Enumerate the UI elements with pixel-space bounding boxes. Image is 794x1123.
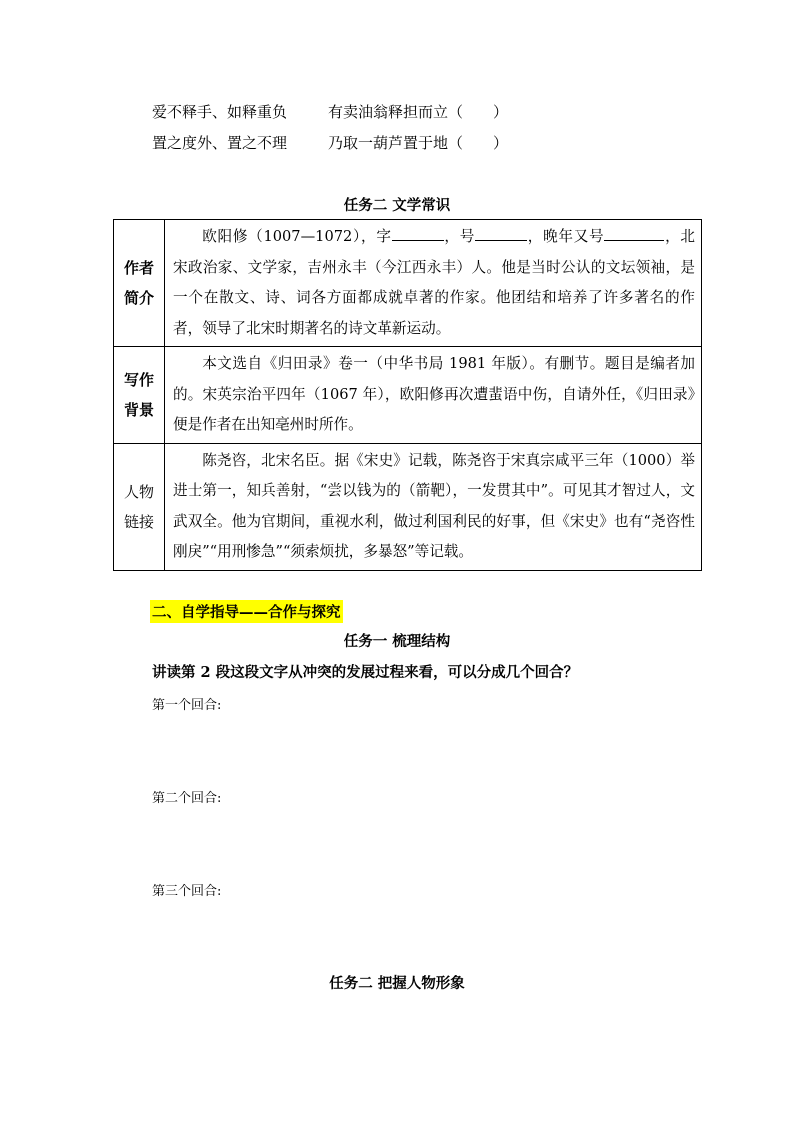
author-label bbox=[114, 220, 165, 347]
author-label-line2: 简介 bbox=[123, 289, 154, 307]
matching-row-2-left: 置之度外、置之不理 bbox=[152, 134, 288, 152]
task1-structure-title: 任务一 梳理结构 bbox=[343, 633, 451, 650]
pen-name-blank[interactable] bbox=[475, 225, 527, 241]
person-label bbox=[114, 443, 165, 570]
matching-row-1-right: 有卖油翁释担而立（ ） bbox=[328, 103, 509, 121]
background-label-line2: 背景 bbox=[123, 400, 154, 419]
table-row-author bbox=[114, 220, 702, 347]
person-label-line1: 人物 bbox=[123, 482, 154, 501]
section2-title: 二、自学指导——合作与探究 bbox=[150, 600, 343, 623]
table-row-person bbox=[114, 443, 702, 570]
matching-row-1-left: 爱不释手、如释重负 bbox=[152, 103, 288, 121]
background-label-line1: 写作 bbox=[123, 370, 154, 389]
round-3-label: 第三个回合: bbox=[152, 884, 222, 899]
author-label-line1: 作者 bbox=[123, 259, 154, 277]
late-pen-name-blank[interactable] bbox=[604, 225, 664, 241]
style-name-blank[interactable] bbox=[392, 225, 444, 241]
task2-literature-title: 任务二 文学常识 bbox=[343, 197, 451, 214]
literature-table bbox=[113, 219, 702, 571]
author-text-b: ，号 bbox=[443, 228, 476, 245]
author-text-a: 欧阳修（1007—1072），字 bbox=[202, 228, 392, 245]
author-text-d: ，北宋政治家、文学家，吉州永丰（今江西永丰）人。他是当时公认的文坛领袖，是一个在散文、诗、词各方面都成就卓著的作家。他团结和培养了许多著名的作者，领导了北宋时期著名的诗文革新运动。 bbox=[173, 228, 695, 337]
table-row-background bbox=[114, 347, 702, 444]
person-label-line2: 链接 bbox=[123, 512, 154, 531]
round-2-label: 第二个回合: bbox=[152, 791, 222, 806]
question-text: 讲读第 2 段这段文字从冲突的发展过程来看，可以分成几个回合？ bbox=[152, 664, 579, 681]
author-text-c: ，晚年又号 bbox=[527, 228, 605, 245]
author-content bbox=[165, 220, 702, 347]
task2-character-title: 任务二 把握人物形象 bbox=[329, 975, 465, 992]
background-label bbox=[114, 347, 165, 444]
round-1-label: 第一个回合: bbox=[152, 698, 222, 713]
background-content: 本文选自《归田录》卷一（中华书局 1981 年版）。有删节。题目是编者加的。宋英宗治平四年（1067 年），欧阳修再次遭蜚语中伤，自请外任，《归田录》便是作者在出知亳州时所作。 bbox=[165, 347, 702, 444]
person-content: 陈尧咨，北宋名臣。据《宋史》记载，陈尧咨于宋真宗咸平三年（1000）举进士第一，知兵善射，“尝以钱为的（箭靶），一发贯其中”。可见其才智过人，文武双全。他为官期间，重视水利，做过利国利民的好事，但《宋史》也有“尧咨性刚戾”“用刑惨急”“须索烦扰，多暴怒”等记载。 bbox=[165, 443, 702, 570]
matching-row-2-right: 乃取一葫芦置于地（ ） bbox=[328, 134, 509, 152]
